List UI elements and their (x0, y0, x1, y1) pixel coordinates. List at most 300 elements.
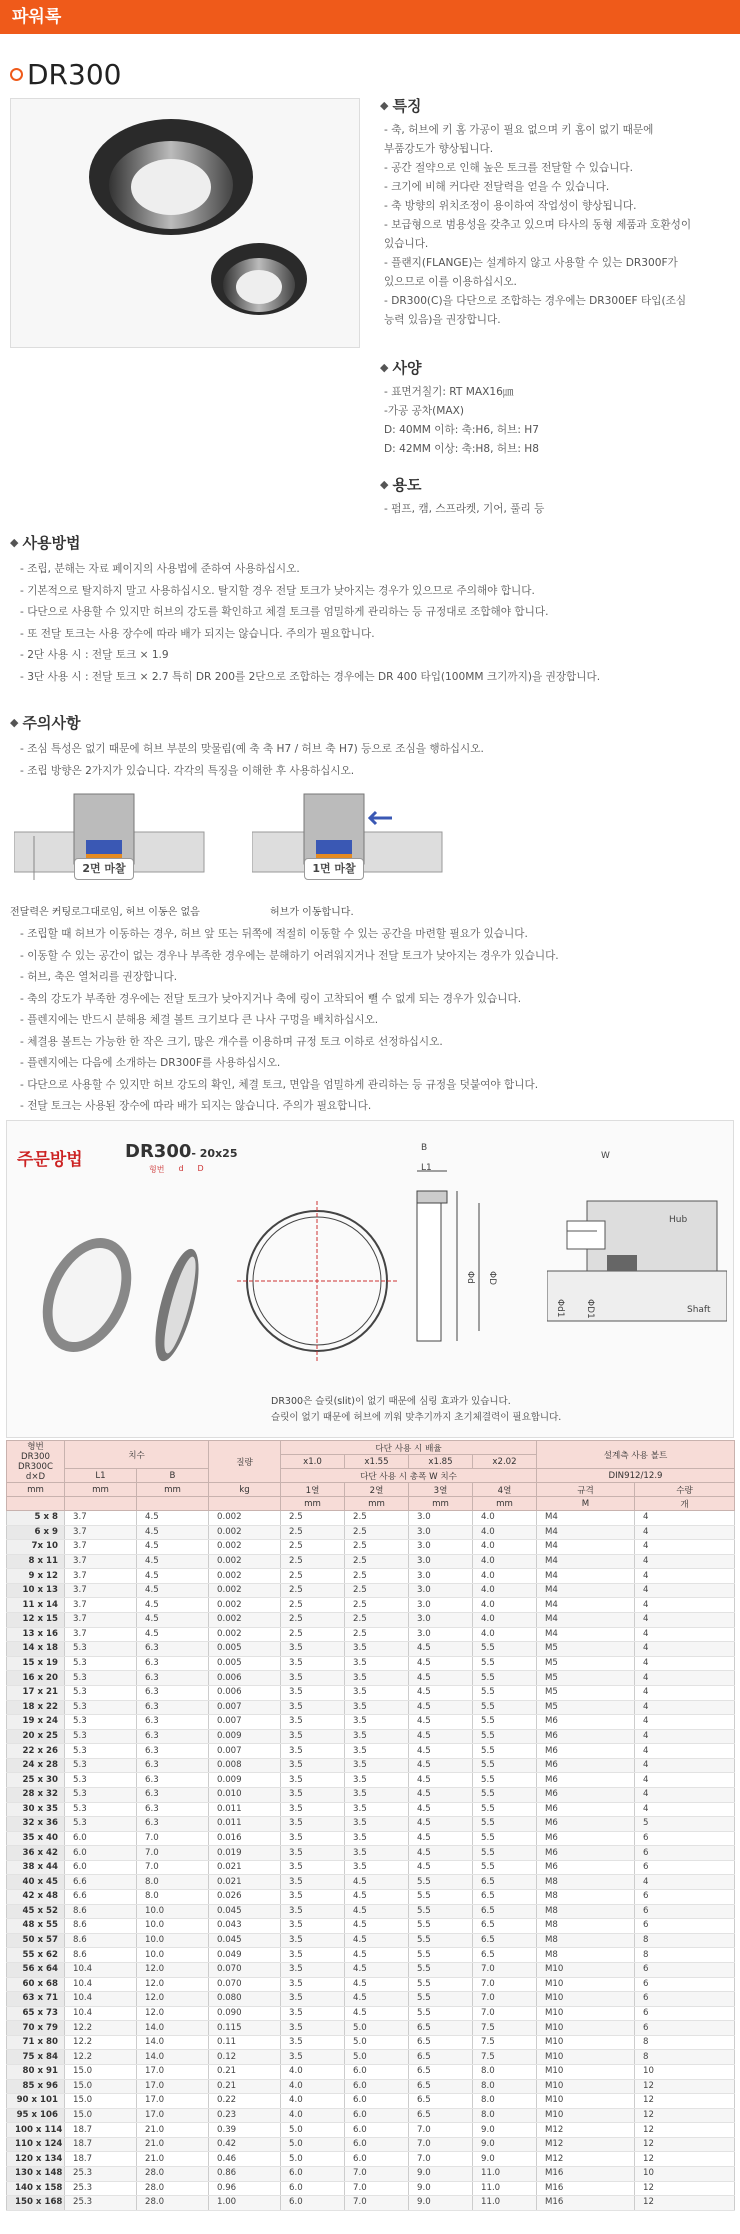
caution-line: - 전달 토크는 사용된 장수에 따라 배가 되지는 않습니다. 주의가 필요합니다. (20, 1100, 372, 1112)
table-cell: 0.010 (209, 1787, 281, 1802)
table-cell: 6 (635, 1992, 735, 2007)
usage-section (380, 474, 730, 519)
table-cell: 0.002 (209, 1554, 281, 1569)
table-cell: 5.5 (473, 1758, 537, 1773)
table-cell: 6.3 (137, 1744, 209, 1759)
features-heading-text: 특징 (392, 97, 422, 115)
table-cell: 3.7 (65, 1598, 137, 1613)
table-cell: 3.7 (65, 1627, 137, 1642)
caution-line: - 플렌지에는 반드시 분해용 체결 볼트 크기보다 큰 나사 구멍을 배치하십시오. (20, 1014, 379, 1026)
table-cell: 0.011 (209, 1817, 281, 1832)
table-cell: 0.090 (209, 2006, 281, 2021)
table-cell: 2.5 (281, 1540, 345, 1555)
table-cell: 0.005 (209, 1642, 281, 1657)
table-cell: 5.3 (65, 1685, 137, 1700)
table-cell: 3.5 (345, 1758, 409, 1773)
caution-heading-text: 주의사항 (22, 714, 81, 732)
table-row (7, 1525, 735, 1540)
table-row (7, 1758, 735, 1773)
table-cell: 7.0 (473, 1962, 537, 1977)
table-cell: 1.00 (209, 2196, 281, 2211)
th-unit-mm2: mm (65, 1483, 137, 1497)
one-face-label: 1면 마찰 (304, 858, 364, 880)
table-cell: 48 x 55 (7, 1919, 65, 1934)
table-cell: 8.6 (65, 1948, 137, 1963)
table-row (7, 1613, 735, 1628)
table-cell: 17.0 (137, 2064, 209, 2079)
table-cell: 12 (635, 2137, 735, 2152)
table-cell: 17.0 (137, 2108, 209, 2123)
feature-line: 부품강도가 향상됩니다. (384, 143, 494, 155)
table-cell: 3.7 (65, 1511, 137, 1526)
table-cell: 0.070 (209, 1977, 281, 1992)
table-cell: 65 x 73 (7, 2006, 65, 2021)
shaft-label: Shaft (687, 1305, 711, 1315)
table-cell: 3.5 (281, 1729, 345, 1744)
table-cell: 10 x 13 (7, 1583, 65, 1598)
table-cell: 5.5 (409, 1875, 473, 1890)
table-row (7, 1875, 735, 1890)
table-cell: 4 (635, 1540, 735, 1555)
table-cell: 3.5 (281, 1831, 345, 1846)
table-cell: 3.5 (345, 1860, 409, 1875)
table-cell: 6.0 (281, 2167, 345, 2182)
table-cell: 2.5 (345, 1554, 409, 1569)
table-cell: 5.5 (473, 1744, 537, 1759)
order-heading: 주문방법 (17, 1150, 83, 1170)
table-cell: 4.5 (137, 1511, 209, 1526)
table-cell: 4.5 (409, 1685, 473, 1700)
table-cell: 3.7 (65, 1554, 137, 1569)
table-cell: 3.7 (65, 1569, 137, 1584)
table-row (7, 1904, 735, 1919)
table-cell: 0.46 (209, 2152, 281, 2167)
table-row (7, 1744, 735, 1759)
table-cell: 0.043 (209, 1919, 281, 1934)
table-row (7, 1948, 735, 1963)
table-cell: 3.5 (281, 1700, 345, 1715)
th-unit-kg: kg (209, 1483, 281, 1497)
table-cell: 90 x 101 (7, 2094, 65, 2109)
table-cell: 6.5 (473, 1919, 537, 1934)
table-cell: 10.4 (65, 2006, 137, 2021)
table-cell: M8 (537, 1919, 635, 1934)
table-cell: 4 (635, 1583, 735, 1598)
table-row (7, 1846, 735, 1861)
dim-W-label: W (601, 1151, 610, 1161)
table-cell: 3.5 (345, 1831, 409, 1846)
table-cell: 0.42 (209, 2137, 281, 2152)
table-cell: 7.5 (473, 2050, 537, 2065)
two-face-label: 2면 마찰 (74, 858, 134, 880)
table-cell: 9.0 (409, 2181, 473, 2196)
table-cell: 16 x 20 (7, 1671, 65, 1686)
table-cell: 4 (635, 1773, 735, 1788)
table-cell: 6 (635, 1919, 735, 1934)
table-cell: 7.0 (137, 1846, 209, 1861)
table-row (7, 1642, 735, 1657)
table-cell: 6.0 (65, 1846, 137, 1861)
table-cell: 2.5 (281, 1511, 345, 1526)
table-cell: 3.5 (281, 1919, 345, 1934)
table-cell: 6.3 (137, 1729, 209, 1744)
table-cell: 4 (635, 1613, 735, 1628)
table-cell: 55 x 62 (7, 1948, 65, 1963)
table-cell: 6.0 (65, 1831, 137, 1846)
table-cell: 21.0 (137, 2123, 209, 2138)
table-cell: 2.5 (281, 1569, 345, 1584)
table-cell: 4.5 (345, 1933, 409, 1948)
caution-line: - 체결용 볼트는 가능한 한 작은 크기, 많은 개수를 이용하며 규정 토크 이하로 선정하십시오. (20, 1035, 443, 1048)
caution-line: - 허브, 축은 열처리를 권장합니다. (20, 971, 178, 983)
table-row (7, 1817, 735, 1832)
table-row (7, 1787, 735, 1802)
table-cell: 3.0 (409, 1540, 473, 1555)
table-cell: 7.0 (409, 2137, 473, 2152)
table-cell: 17 x 21 (7, 1685, 65, 1700)
table-cell: 3.7 (65, 1613, 137, 1628)
table-row (7, 1715, 735, 1730)
table-cell: 4.0 (473, 1583, 537, 1598)
table-cell: 0.008 (209, 1758, 281, 1773)
table-cell: 14.0 (137, 2035, 209, 2050)
table-cell: 15.0 (65, 2108, 137, 2123)
table-cell: 10.4 (65, 1977, 137, 1992)
table-cell: 0.007 (209, 1715, 281, 1730)
table-cell: 4 (635, 1685, 735, 1700)
table-row (7, 2021, 735, 2036)
method-heading (10, 532, 730, 553)
spec-line: - 표면거칠기: RT MAX16㎛ (384, 386, 514, 398)
table-cell: 9 x 12 (7, 1569, 65, 1584)
diamond-icon: ◆ (10, 536, 19, 549)
th-x185: x1.85 (409, 1455, 473, 1469)
table-cell: 63 x 71 (7, 1992, 65, 2007)
th-x1: x1.0 (281, 1455, 345, 1469)
table-cell: 4.5 (137, 1554, 209, 1569)
table-cell: 45 x 52 (7, 1904, 65, 1919)
table-cell: 2.5 (345, 1540, 409, 1555)
table-cell: M12 (537, 2123, 635, 2138)
table-cell: M12 (537, 2137, 635, 2152)
table-cell: 4.0 (473, 1613, 537, 1628)
table-cell: 2.5 (281, 1627, 345, 1642)
table-cell: 6.5 (409, 2064, 473, 2079)
table-cell: 4 (635, 1744, 735, 1759)
table-cell: 0.045 (209, 1904, 281, 1919)
product-photo (10, 98, 360, 348)
table-cell: 12 (635, 2196, 735, 2211)
table-cell: 6.3 (137, 1642, 209, 1657)
table-cell: 5.5 (473, 1729, 537, 1744)
table-cell: 11.0 (473, 2181, 537, 2196)
table-cell: 4.0 (281, 2079, 345, 2094)
dim-d-label: Φd (465, 1271, 475, 1284)
th-unit-mm3: mm (137, 1483, 209, 1497)
table-cell: M4 (537, 1598, 635, 1613)
th-s4: 4열 (473, 1483, 537, 1497)
table-cell: 4.0 (473, 1525, 537, 1540)
table-cell: 0.021 (209, 1860, 281, 1875)
table-cell: 8.0 (473, 2108, 537, 2123)
table-cell: 14 x 18 (7, 1642, 65, 1657)
table-cell: 6 (635, 2006, 735, 2021)
table-cell: 100 x 114 (7, 2123, 65, 2138)
ring-photo (27, 1211, 217, 1381)
table-cell: 4 (635, 1787, 735, 1802)
table-cell: 2.5 (345, 1598, 409, 1613)
table-cell: 4.5 (345, 1962, 409, 1977)
table-cell: 6.5 (473, 1933, 537, 1948)
table-cell: 9.0 (473, 2123, 537, 2138)
table-cell: 12.0 (137, 2006, 209, 2021)
table-row (7, 1977, 735, 1992)
table-cell: 7.0 (345, 2196, 409, 2211)
table-cell: 5.3 (65, 1642, 137, 1657)
table-cell: 4.5 (409, 1642, 473, 1657)
feature-line: 능력 있음)을 권장합니다. (384, 314, 501, 326)
feature-line: - 플랜지(FLANGE)는 설계하지 않고 사용할 수 있는 DR300F가 (384, 257, 678, 269)
order-subs (149, 1164, 204, 1175)
table-cell: 3.5 (345, 1846, 409, 1861)
table-cell: 4.5 (409, 1744, 473, 1759)
table-cell: M10 (537, 1962, 635, 1977)
table-cell: 4.5 (137, 1627, 209, 1642)
caution-line: - 플렌지에는 다음에 소개하는 DR300F를 사용하십시오. (20, 1057, 281, 1069)
table-cell: 4 (635, 1554, 735, 1569)
feature-line: - DR300(C)을 다단으로 조합하는 경우에는 DR300EF 타입(조심 (384, 295, 687, 307)
method-line: - 또 전달 토크는 사용 장수에 따라 배가 되지는 않습니다. 주의가 필요합니다. (20, 627, 375, 640)
table-cell: 4 (635, 1511, 735, 1526)
table-cell: 10.4 (65, 1992, 137, 2007)
table-cell: 8.6 (65, 1904, 137, 1919)
th-bolt: 설계측 사용 볼트 (537, 1441, 735, 1469)
table-cell: M6 (537, 1758, 635, 1773)
table-cell: 6.3 (137, 1700, 209, 1715)
table-cell: 7.0 (345, 2167, 409, 2182)
table-cell: M4 (537, 1525, 635, 1540)
table-row (7, 2181, 735, 2196)
table-cell: 3.5 (281, 2035, 345, 2050)
table-cell: M10 (537, 2094, 635, 2109)
table-cell: 60 x 68 (7, 1977, 65, 1992)
th-mass: 질량 (209, 1441, 281, 1483)
table-cell: 7.0 (137, 1831, 209, 1846)
table-cell: 0.002 (209, 1583, 281, 1598)
table-cell: 5.5 (473, 1656, 537, 1671)
table-cell: 6 (635, 1962, 735, 1977)
table-cell: 5.5 (473, 1671, 537, 1686)
dim-L1-label: L1 (421, 1163, 432, 1173)
table-cell: M10 (537, 2050, 635, 2065)
table-cell: 7.5 (473, 2021, 537, 2036)
table-cell: 5.0 (345, 2050, 409, 2065)
table-cell: 6.5 (473, 1904, 537, 1919)
table-cell: 5.5 (473, 1642, 537, 1657)
table-cell: 3.5 (281, 1744, 345, 1759)
table-cell: M4 (537, 1627, 635, 1642)
table-cell: 18 x 22 (7, 1700, 65, 1715)
table-cell: 10 (635, 2167, 735, 2182)
table-cell: 2.5 (281, 1613, 345, 1628)
table-cell: 4.5 (345, 1992, 409, 2007)
table-cell: 0.009 (209, 1773, 281, 1788)
table-cell: 3.0 (409, 1598, 473, 1613)
table-cell: 6.6 (65, 1875, 137, 1890)
th-model: 형번 DR300 DR300C d×D (7, 1441, 65, 1483)
table-cell: 0.045 (209, 1933, 281, 1948)
table-row (7, 1627, 735, 1642)
table-cell: 7.0 (409, 2123, 473, 2138)
table-cell: 6.6 (65, 1890, 137, 1905)
table-row (7, 1802, 735, 1817)
caution-line: - 축의 강도가 부족한 경우에는 전달 토크가 낮아지거나 축에 링이 고착되어 뺄 수 없게 되는 경우가 있습니다. (20, 992, 522, 1005)
table-cell: 4.5 (345, 1875, 409, 1890)
table-cell: 0.070 (209, 1962, 281, 1977)
table-cell: 5.3 (65, 1700, 137, 1715)
table-cell: M4 (537, 1613, 635, 1628)
table-cell: 0.002 (209, 1569, 281, 1584)
method-line: - 2단 사용 시 : 전달 토크 × 1.9 (20, 649, 169, 661)
table-cell: 4.5 (409, 1671, 473, 1686)
th-L1: L1 (65, 1469, 137, 1483)
table-cell: 5.0 (281, 2123, 345, 2138)
table-cell: 8.0 (473, 2079, 537, 2094)
table-row (7, 1671, 735, 1686)
spec-heading (380, 357, 730, 378)
table-cell: 0.22 (209, 2094, 281, 2109)
feature-line: 있습니다. (384, 238, 429, 250)
table-cell: M5 (537, 1685, 635, 1700)
table-cell: 17.0 (137, 2079, 209, 2094)
table-cell: M6 (537, 1744, 635, 1759)
table-cell: 6 x 9 (7, 1525, 65, 1540)
table-cell: 3.5 (281, 1685, 345, 1700)
table-cell: 3.7 (65, 1525, 137, 1540)
table-row (7, 1540, 735, 1555)
table-cell: 3.5 (281, 2006, 345, 2021)
table-cell: 7.0 (473, 1992, 537, 2007)
table-cell: 0.049 (209, 1948, 281, 1963)
table-cell: 28.0 (137, 2196, 209, 2211)
table-row (7, 2006, 735, 2021)
spec-line: D: 42MM 이상: 축:H8, 허브: H8 (384, 443, 539, 455)
table-cell: 6.0 (345, 2108, 409, 2123)
th-unit-mm7: mm (473, 1497, 537, 1511)
table-cell: 3.5 (345, 1729, 409, 1744)
table-cell: 3.5 (281, 2021, 345, 2036)
table-cell: 0.39 (209, 2123, 281, 2138)
table-cell: 4.5 (409, 1817, 473, 1832)
table-cell: 7x 10 (7, 1540, 65, 1555)
table-cell: 32 x 36 (7, 1817, 65, 1832)
table-cell: 3.5 (281, 1758, 345, 1773)
order-sub-d: d (178, 1164, 184, 1173)
feature-line: - 축 방향의 위치조정이 용이하여 작업성이 향상됩니다. (384, 200, 637, 212)
table-cell: 3.5 (281, 1904, 345, 1919)
order-method-box (6, 1120, 734, 1438)
table-cell: 3.5 (281, 1715, 345, 1730)
table-cell: 12.0 (137, 1992, 209, 2007)
table-row (7, 1656, 735, 1671)
table-cell: 9.0 (473, 2137, 537, 2152)
table-cell: 3.5 (281, 2050, 345, 2065)
table-cell: 4.5 (409, 1715, 473, 1730)
table-cell: 3.5 (281, 1671, 345, 1686)
table-cell: 4.5 (409, 1656, 473, 1671)
method-line: - 기본적으로 탈지하지 말고 사용하십시오. 탈지할 경우 전달 토크가 낮아지는 경우가 있으므로 주의해야 합니다. (20, 584, 535, 597)
th-dim: 치수 (65, 1441, 209, 1469)
caution-line: - 조심 특성은 없기 때문에 허브 부분의 맞물림(예 축 축 H7 / 허브 축 H7) 등으로 조심을 행하십시오. (20, 743, 484, 755)
table-row (7, 2152, 735, 2167)
table-cell: 6.3 (137, 1787, 209, 1802)
table-cell: 6.5 (473, 1890, 537, 1905)
table-cell: 0.002 (209, 1613, 281, 1628)
table-row (7, 1583, 735, 1598)
table-cell: 3.5 (345, 1802, 409, 1817)
table-row (7, 2094, 735, 2109)
table-cell: 40 x 45 (7, 1875, 65, 1890)
table-row (7, 1773, 735, 1788)
table-cell: 3.5 (281, 1787, 345, 1802)
table-cell: 13 x 16 (7, 1627, 65, 1642)
order-sub-D: D (197, 1164, 204, 1173)
table-cell: 2.5 (281, 1525, 345, 1540)
table-cell: 0.002 (209, 1525, 281, 1540)
table-cell: M16 (537, 2196, 635, 2211)
feature-line: - 보급형으로 범용성을 갖추고 있으며 타사의 동형 제품과 호환성이 (384, 219, 692, 231)
table-cell: 7.0 (345, 2181, 409, 2196)
table-cell: M6 (537, 1860, 635, 1875)
table-cell: 95 x 106 (7, 2108, 65, 2123)
table-cell: 7.0 (409, 2152, 473, 2167)
table-cell: 4.5 (345, 1890, 409, 1905)
table-cell: 3.5 (281, 1773, 345, 1788)
table-row (7, 1919, 735, 1934)
table-row (7, 2064, 735, 2079)
table-cell: 4.5 (345, 1977, 409, 1992)
table-cell: 5.5 (409, 1992, 473, 2007)
table-cell: 5.5 (473, 1860, 537, 1875)
table-cell: M8 (537, 1933, 635, 1948)
table-cell: 3.0 (409, 1525, 473, 1540)
table-cell: M10 (537, 2006, 635, 2021)
table-cell: 12 x 15 (7, 1613, 65, 1628)
table-cell: 3.5 (281, 1933, 345, 1948)
table-cell: 2.5 (345, 1613, 409, 1628)
th-stage2: 다단 사용 시 총폭 W 치수 (281, 1469, 537, 1483)
table-cell: 5.5 (473, 1700, 537, 1715)
table-cell: M16 (537, 2167, 635, 2182)
table-cell: 4.5 (137, 1569, 209, 1584)
table-cell: 120 x 134 (7, 2152, 65, 2167)
table-cell: 4 (635, 1569, 735, 1584)
table-cell: 4.5 (409, 1758, 473, 1773)
table-cell: 3.7 (65, 1583, 137, 1598)
table-cell: 6 (635, 1860, 735, 1875)
table-cell: 6.3 (137, 1656, 209, 1671)
table-cell: 0.009 (209, 1729, 281, 1744)
table-row (7, 1729, 735, 1744)
table-row (7, 2108, 735, 2123)
table-cell: 150 x 168 (7, 2196, 65, 2211)
table-cell: 8.0 (473, 2094, 537, 2109)
method-line: - 3단 사용 시 : 전달 토크 × 2.7 특히 DR 200를 2단으로 조합하는 경우에는 DR 400 타입(100MM 크기까지)을 권장합니다. (20, 670, 601, 683)
table-cell: 4.5 (409, 1773, 473, 1788)
table-cell: 9.0 (409, 2167, 473, 2182)
table-cell: 0.021 (209, 1875, 281, 1890)
feature-line: 있으므로 이를 이용하십시오. (384, 276, 517, 288)
